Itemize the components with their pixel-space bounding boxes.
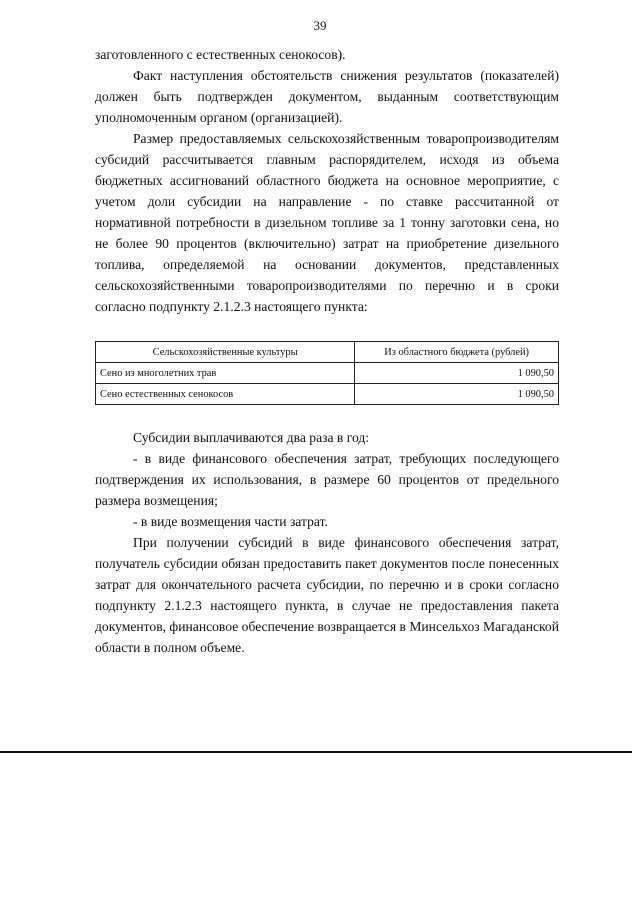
column-header-budget: Из областного бюджета (рублей) [355, 342, 559, 363]
paragraph: Субсидии выплачиваются два раза в год: [133, 430, 370, 445]
table-row [96, 384, 559, 405]
table-header-row [96, 342, 559, 363]
paragraph: Факт наступления обстоятельств снижения результатов (показателей) должен быть подтвержден документом, выданным соответствующим уполномоченным органом (организацией). [95, 68, 559, 125]
paragraph: - в виде финансового обеспечения затрат, требующих последующего подтверждения их использования, в размере 60 процентов от предельного размера возмещения; [95, 451, 559, 508]
paragraph: При получении субсидий в виде финансового обеспечения затрат, получатель субсидии обязан предоставить пакет документов после понесенных затрат для окончательного расчета субсидии, по перечню и в сроки согласно подпункту 2.1.2.3 настоящего пункта, в случае не предоставления пакета документов, финансовое обеспечение возвращается в Минсельхоз Магаданской области в полном объеме. [95, 535, 559, 655]
paragraph: Размер предоставляемых сельскохозяйственным товаропроизводителям субсидий рассчитывается главным распорядителем, исходя из объема бюджетных ассигнований областного бюджета на основное мероприятие, с учетом доли субсидии на направление - по ставке рассчитанной от нормативной потребности в дизельном топливе за 1 тонну заготовки сена, но не более 90 процентов (включительно) затрат на приобретение дизельного топлива, определяемой на основании документов, представленных сельскохозяйственными товаропроизводителями по перечню и в сроки согласно подпункту 2.1.2.3 настоящего пункта: [95, 131, 559, 314]
column-header-crops: Сельскохозяйственные культуры [96, 342, 355, 363]
paragraph: - в виде возмещения части затрат. [133, 514, 328, 529]
table-cell-crop: Сено естественных сенокосов [96, 384, 355, 405]
table-cell-amount: 1 090,50 [355, 363, 559, 384]
page-number: 39 [313, 18, 327, 33]
document-body [95, 44, 559, 658]
table-cell-amount: 1 090,50 [355, 384, 559, 405]
paragraph: заготовленного с естественных сенокосов). [95, 47, 346, 62]
table-row [96, 363, 559, 384]
subsidy-rate-table [95, 341, 559, 405]
table-cell-crop: Сено из многолетних трав [96, 363, 355, 384]
page-bottom-rule [0, 751, 632, 753]
